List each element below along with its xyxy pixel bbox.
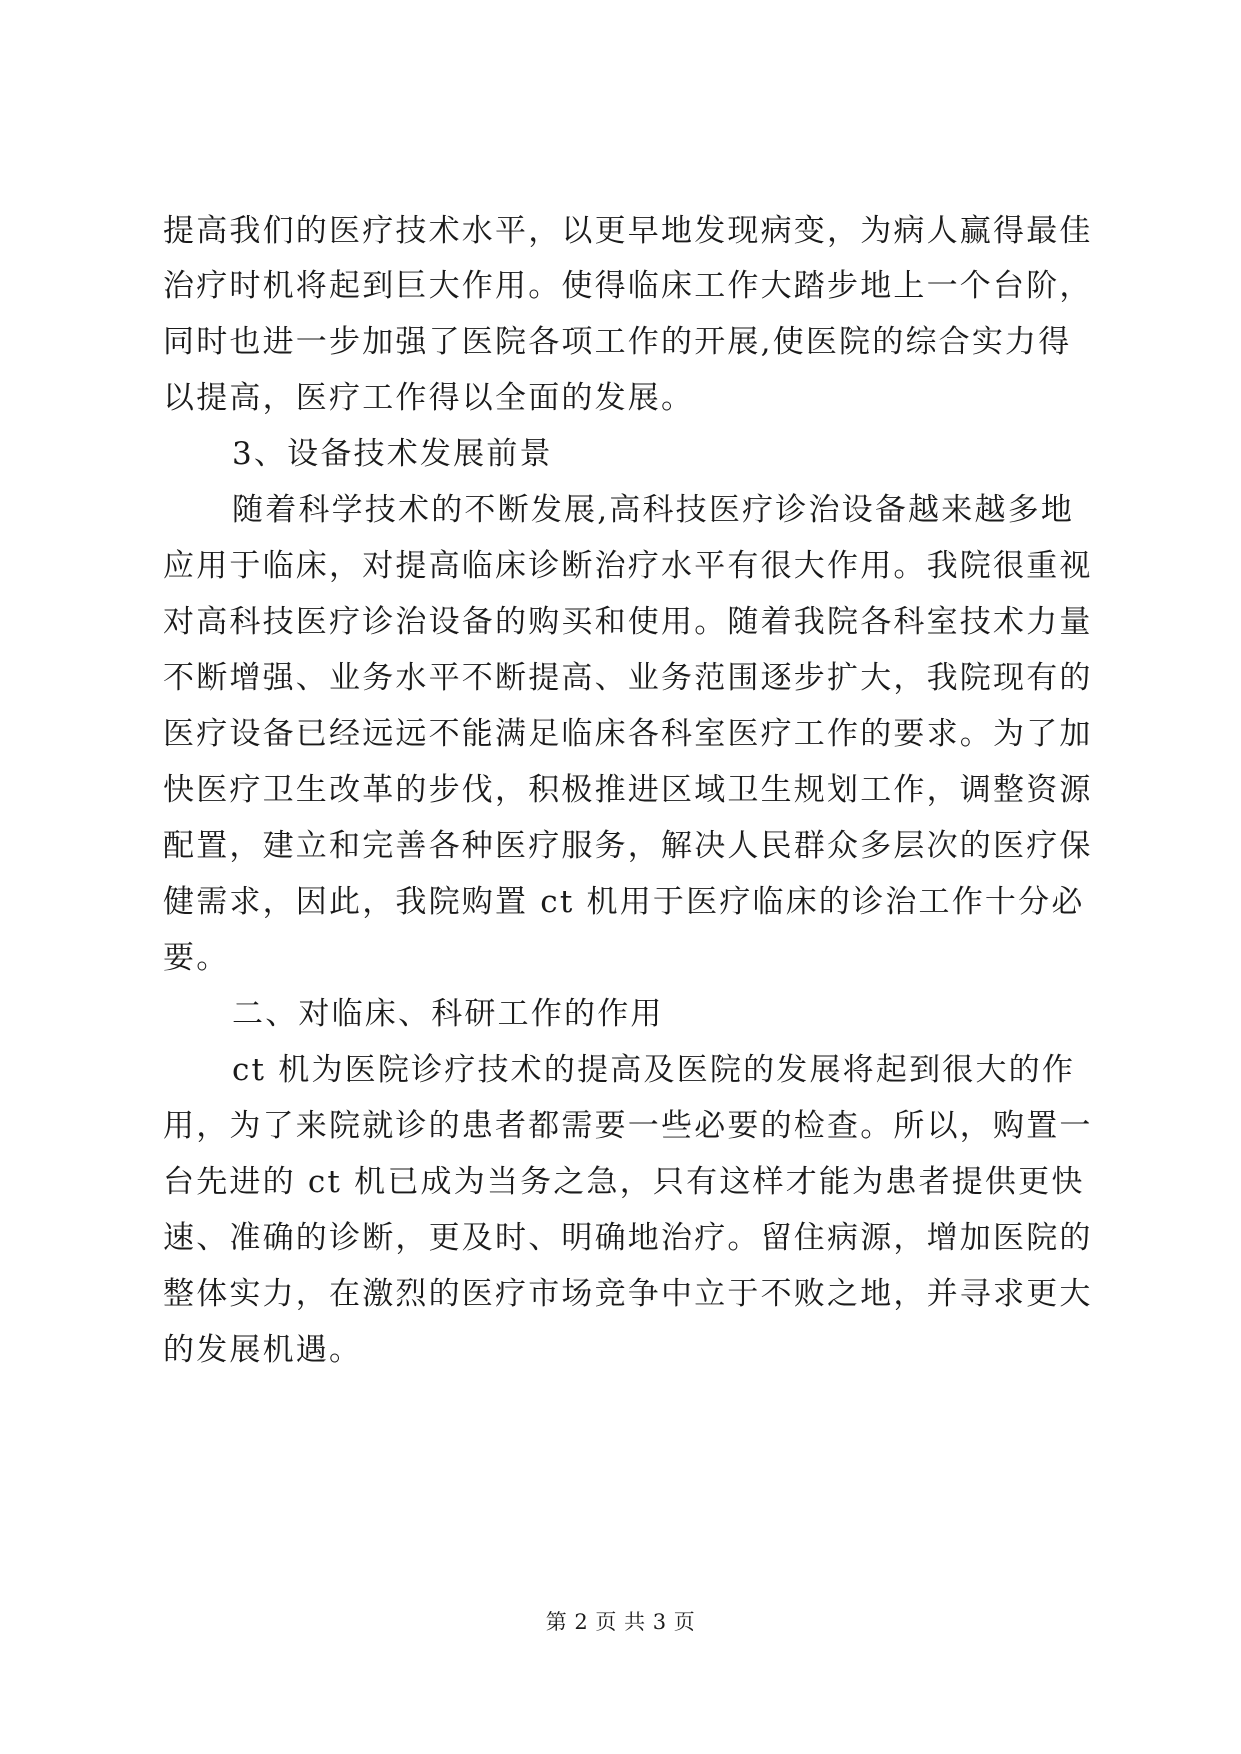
paragraph-line: 台先进的 ct 机已成为当务之急，只有这样才能为患者提供更快: [163, 1164, 1085, 1200]
page-number-footer: 第 2 页 共 3 页: [545, 1610, 696, 1634]
paragraph-line: 医疗设备已经远远不能满足临床各科室医疗工作的要求。为了加: [163, 716, 1093, 752]
paragraph-line: 同时也进一步加强了医院各项工作的开展,使医院的综合实力得: [163, 324, 1072, 360]
paragraph-line: 应用于临床，对提高临床诊断治疗水平有很大作用。我院很重视: [163, 548, 1093, 584]
section-heading: 二、对临床、科研工作的作用: [232, 996, 664, 1032]
paragraph-line: 用，为了来院就诊的患者都需要一些必要的检查。所以，购置一: [163, 1108, 1093, 1144]
paragraph-line: 提高我们的医疗技术水平，以更早地发现病变，为病人赢得最佳: [163, 213, 1093, 249]
paragraph-line: 快医疗卫生改革的步伐，积极推进区域卫生规划工作，调整资源: [163, 772, 1093, 808]
paragraph-line: 不断增强、业务水平不断提高、业务范围逐步扩大，我院现有的: [163, 660, 1093, 696]
section-heading: 3、设备技术发展前景: [232, 436, 553, 472]
paragraph-line: 的发展机遇。: [163, 1332, 363, 1368]
paragraph-line: 速、准确的诊断，更及时、明确地治疗。留住病源，增加医院的: [163, 1220, 1093, 1256]
paragraph-line: 以提高，医疗工作得以全面的发展。: [163, 380, 695, 416]
paragraph-line: 配置，建立和完善各种医疗服务，解决人民群众多层次的医疗保: [163, 828, 1093, 864]
paragraph-line: 健需求，因此，我院购置 ct 机用于医疗临床的诊治工作十分必: [163, 884, 1085, 920]
paragraph-line: 整体实力，在激烈的医疗市场竞争中立于不败之地，并寻求更大: [163, 1276, 1093, 1312]
paragraph-line: 要。: [163, 940, 230, 976]
paragraph-line: ct 机为医院诊疗技术的提高及医院的发展将起到很大的作: [232, 1052, 1076, 1088]
paragraph-line: 随着科学技术的不断发展,高科技医疗诊治设备越来越多地: [232, 492, 1075, 528]
paragraph-line: 对高科技医疗诊治设备的购买和使用。随着我院各科室技术力量: [163, 604, 1093, 640]
paragraph-line: 治疗时机将起到巨大作用。使得临床工作大踏步地上一个台阶，: [163, 268, 1093, 304]
